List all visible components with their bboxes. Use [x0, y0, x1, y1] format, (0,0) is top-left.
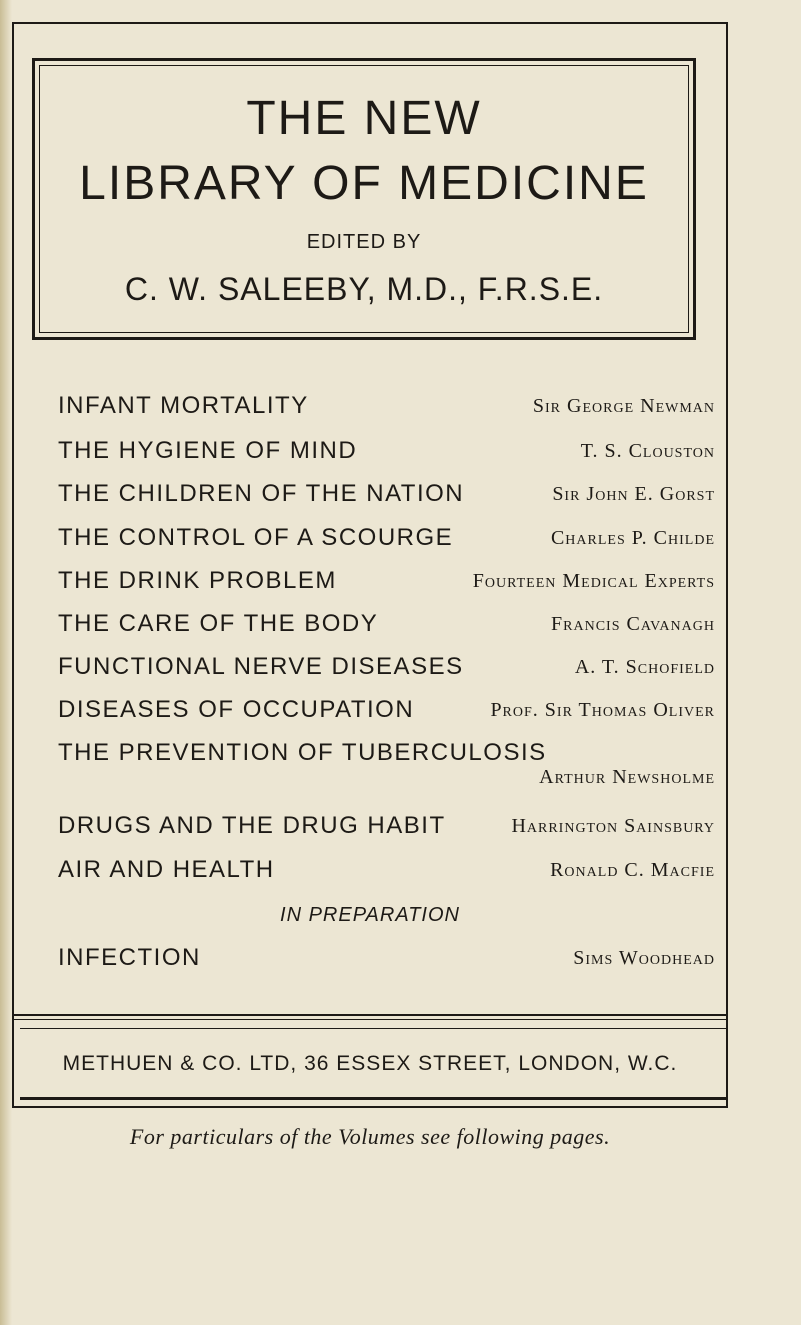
- header-box: [32, 58, 696, 340]
- series-title-line1: THE NEW: [246, 92, 482, 145]
- volume-title: THE DRINK PROBLEM: [58, 567, 337, 594]
- volume-author: Harrington Sainsbury: [511, 815, 715, 837]
- prep-volume-author: Sims Woodhead: [573, 947, 715, 969]
- volume-author: Ronald C. Macfie: [550, 859, 715, 881]
- series-title-line2: LIBRARY OF MEDICINE: [79, 157, 649, 210]
- in-preparation-label: IN PREPARATION: [280, 904, 460, 926]
- volume-author: A. T. Schofield: [574, 656, 715, 678]
- volume-author: Arthur Newsholme: [539, 766, 715, 788]
- volume-author: T. S. Clouston: [580, 440, 715, 462]
- volume-author: Sir John E. Gorst: [552, 483, 715, 505]
- volume-title: DRUGS AND THE DRUG HABIT: [58, 812, 446, 839]
- volume-author: Prof. Sir Thomas Oliver: [490, 699, 715, 721]
- divider: [14, 1019, 728, 1020]
- volume-author: Fourteen Medical Experts: [472, 570, 715, 592]
- volume-title: THE CHILDREN OF THE NATION: [58, 480, 465, 507]
- volume-author: Francis Cavanagh: [551, 613, 715, 635]
- volume-title: THE CONTROL OF A SCOURGE: [58, 524, 454, 551]
- volume-title: DISEASES OF OCCUPATION: [58, 696, 415, 723]
- divider: [14, 1014, 728, 1016]
- editor-name: C. W. SALEEBY, M.D., F.R.S.E.: [124, 271, 604, 307]
- edited-by-label: EDITED BY: [306, 231, 422, 253]
- particulars-note: For particulars of the Volumes see following pages.: [129, 1124, 611, 1149]
- volume-title: THE PREVENTION OF TUBERCULOSIS: [58, 739, 547, 766]
- publisher-imprint: METHUEN & CO. LTD, 36 ESSEX STREET, LONDON, W.C.: [62, 1052, 678, 1075]
- volume-author: Sir George Newman: [532, 395, 715, 417]
- prep-volume-title: INFECTION: [58, 944, 201, 971]
- volume-title: INFANT MORTALITY: [58, 392, 309, 419]
- volume-title: THE CARE OF THE BODY: [58, 610, 379, 637]
- volume-title: THE HYGIENE OF MIND: [58, 437, 358, 464]
- volume-title: FUNCTIONAL NERVE DISEASES: [58, 653, 464, 680]
- volume-author: Charles P. Childe: [550, 527, 715, 549]
- volume-title: AIR AND HEALTH: [58, 856, 275, 883]
